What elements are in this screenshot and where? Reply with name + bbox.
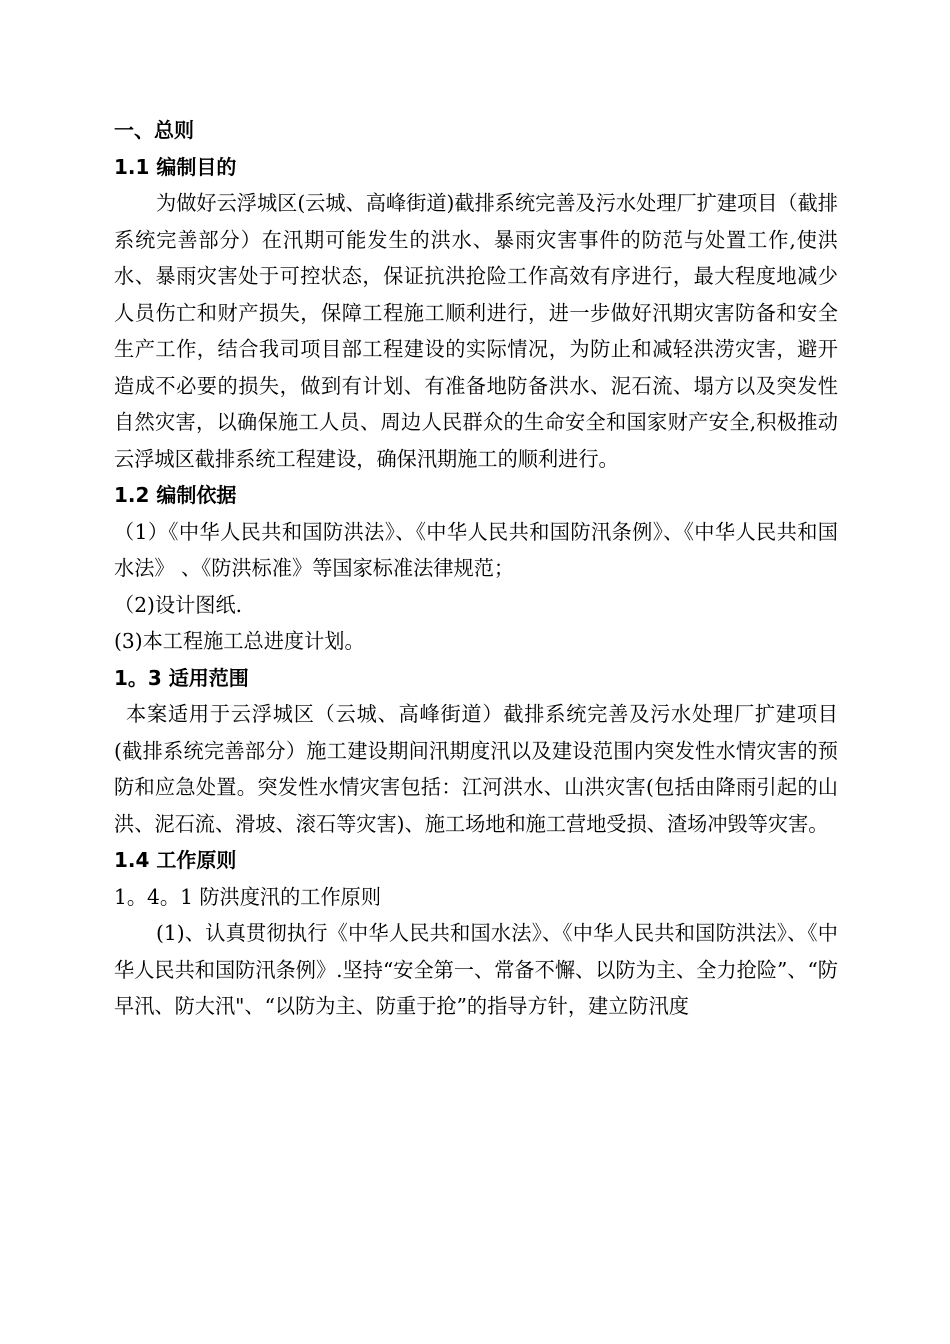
paragraph-scope: 本案适用于云浮城区（云城、高峰街道）截排系统完善及污水处理厂扩建项目(截排系统完善部分）施工建设期间汛期度汛以及建设范围内突发性水情灾害的预防和应急处置。突发性水情灾害包括：江河洪水、山洪灾害(包括由降雨引起的山洪、泥石流、滑坡、滚石等灾害)、施工场地和施工营地受损、渣场冲毁等灾害。 bbox=[114, 702, 838, 836]
basis-item-1: （1）《中华人民共和国防洪法》、《中华人民共和国防汛条例》、《中华人民共和国水法》 、《防洪标准》等国家标准法律规范； bbox=[114, 519, 838, 580]
heading-1-4: 1.4 工作原则 bbox=[114, 848, 237, 872]
heading-1-2: 1.2 编制依据 bbox=[114, 483, 237, 507]
subheading-1-4-1: 1。4。1 防洪度汛的工作原则 bbox=[114, 884, 382, 909]
basis-item-2: （2)设计图纸. bbox=[114, 592, 243, 617]
document-page bbox=[114, 112, 838, 1025]
heading-1-3: 1。3 适用范围 bbox=[114, 665, 249, 690]
paragraph-purpose: 为做好云浮城区(云城、高峰街道)截排系统完善及污水处理厂扩建项目（截排系统完善部分）在汛期可能发生的洪水、暴雨灾害事件的防范与处置工作,使洪水、暴雨灾害处于可控状态，保证抗洪抢险工作高效有序进行，最大程度地减少人员伤亡和财产损失，保障工程施工顺利进行，进一步做好汛期灾害防备和安全生产工作，结合我司项目部工程建设的实际情况，为防止和减轻洪涝灾害，避开造成不必要的损失，做到有计划、有准备地防备洪水、泥石流、塌方以及突发性自然灾害，以确保施工人员、周边人民群众的生命安全和国家财产安全,积极推动云浮城区截排系统工程建设，确保汛期施工的顺利进行。 bbox=[114, 191, 838, 471]
principle-item-1: (1)、认真贯彻执行《中华人民共和国水法》、《中华人民共和国防洪法》、《中华人民共和国防汛条例》.坚持“安全第一、常备不懈、以防为主、全力抢险”、“防早汛、防大汛"、“以防为主、防重于抢”的指导方针，建立防汛度 bbox=[114, 921, 838, 1018]
basis-item-3: (3)本工程施工总进度计划。 bbox=[114, 629, 365, 653]
heading-1-1: 1.1 编制目的 bbox=[114, 154, 237, 179]
section-title: 一、总则 bbox=[114, 118, 194, 142]
